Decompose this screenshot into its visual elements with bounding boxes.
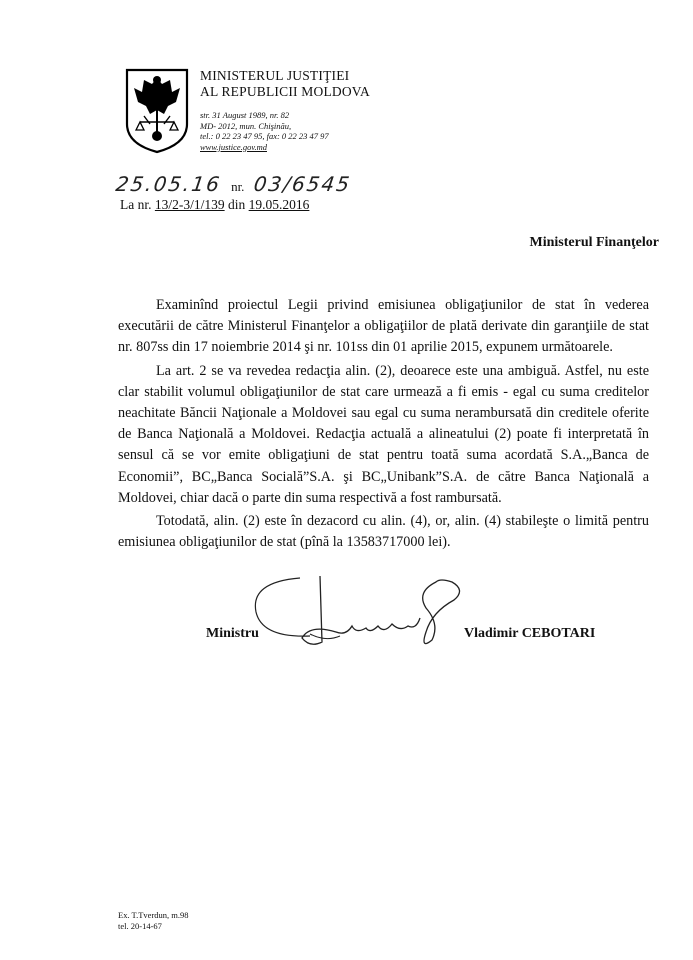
paragraph-3: Totodată, alin. (2) este în dezacord cu alin. (4), or, alin. (4) stabileşte o limită pentru emisiunea obligaţiunilor de stat (pînă la 13583717000 lei). [118, 513, 649, 551]
handwritten-signature [240, 572, 480, 652]
recipient: Ministerul Finanţelor [529, 235, 659, 250]
executor-phone: tel. 20-14-67 [118, 921, 162, 931]
ministry-header [200, 68, 460, 152]
address-phone: tel.: 0 22 23 47 95, fax: 0 22 23 47 97 [200, 131, 329, 141]
nr-label: nr. [231, 179, 245, 194]
reference-din: din [228, 197, 246, 212]
reference-line [120, 197, 309, 213]
org-name-line2: AL REPUBLICII MOLDOVA [200, 84, 370, 99]
org-name-line1: MINISTERUL JUSTIŢIEI [200, 68, 350, 83]
paragraph-1: Examinînd proiectul Legii privind emisiunea obligaţiunilor de stat în vederea executării de către Ministerul Finanţelor a obligaţiilor de plată derivate din garanţiile de stat nr. 807ss din 17 noiembrie 2014 şi nr. 101ss din 01 aprilie 2015, expunem următoarele. [118, 297, 649, 356]
reference-date: 19.05.2016 [248, 197, 310, 212]
signatory-name: Vladimir CEBOTARI [464, 626, 596, 641]
signatory-title: Ministru [206, 626, 259, 641]
executor-name: Ex. T.Tverdun, m.98 [118, 910, 189, 920]
handwritten-number: 03/6545 [252, 172, 354, 196]
handwritten-date: 25.05.16 [114, 172, 223, 196]
paragraph-2: La art. 2 se va revedea redacţia alin. (2), deoarece este una ambiguă. Astfel, nu este clar stabilit volumul obligaţiunilor de stat care urmează a fi emis - egal cu suma creditelor neachitate Băncii Naţionale a Moldovei sau egal cu suma nerambursată din creditele oferite de Banca Naţională a Moldovei. Redacţia actuală a alineatului (2) poate fi interpretată în sensul că se vor emite obligaţiuni de stat pentru toată suma acordată S.A.„Banca de Economii”, BC„Banca Socială”S.A. şi BC„Unibank”S.A. de către Banca Naţională a Moldovei, chiar dacă o parte din suma respectivă a fost rambursată. [118, 362, 649, 506]
registration-line [116, 172, 416, 196]
letter-body [118, 295, 649, 555]
address-street: str. 31 August 1989, nr. 82 [200, 110, 290, 120]
website-link[interactable]: www.justice.gov.md [200, 141, 267, 152]
address-city: MD- 2012, mun. Chişinău, [200, 120, 292, 131]
reference-number: 13/2-3/1/139 [154, 197, 225, 212]
coat-of-arms-icon [122, 66, 192, 154]
reference-label: La nr. [120, 197, 152, 212]
executor-footer [118, 910, 189, 932]
